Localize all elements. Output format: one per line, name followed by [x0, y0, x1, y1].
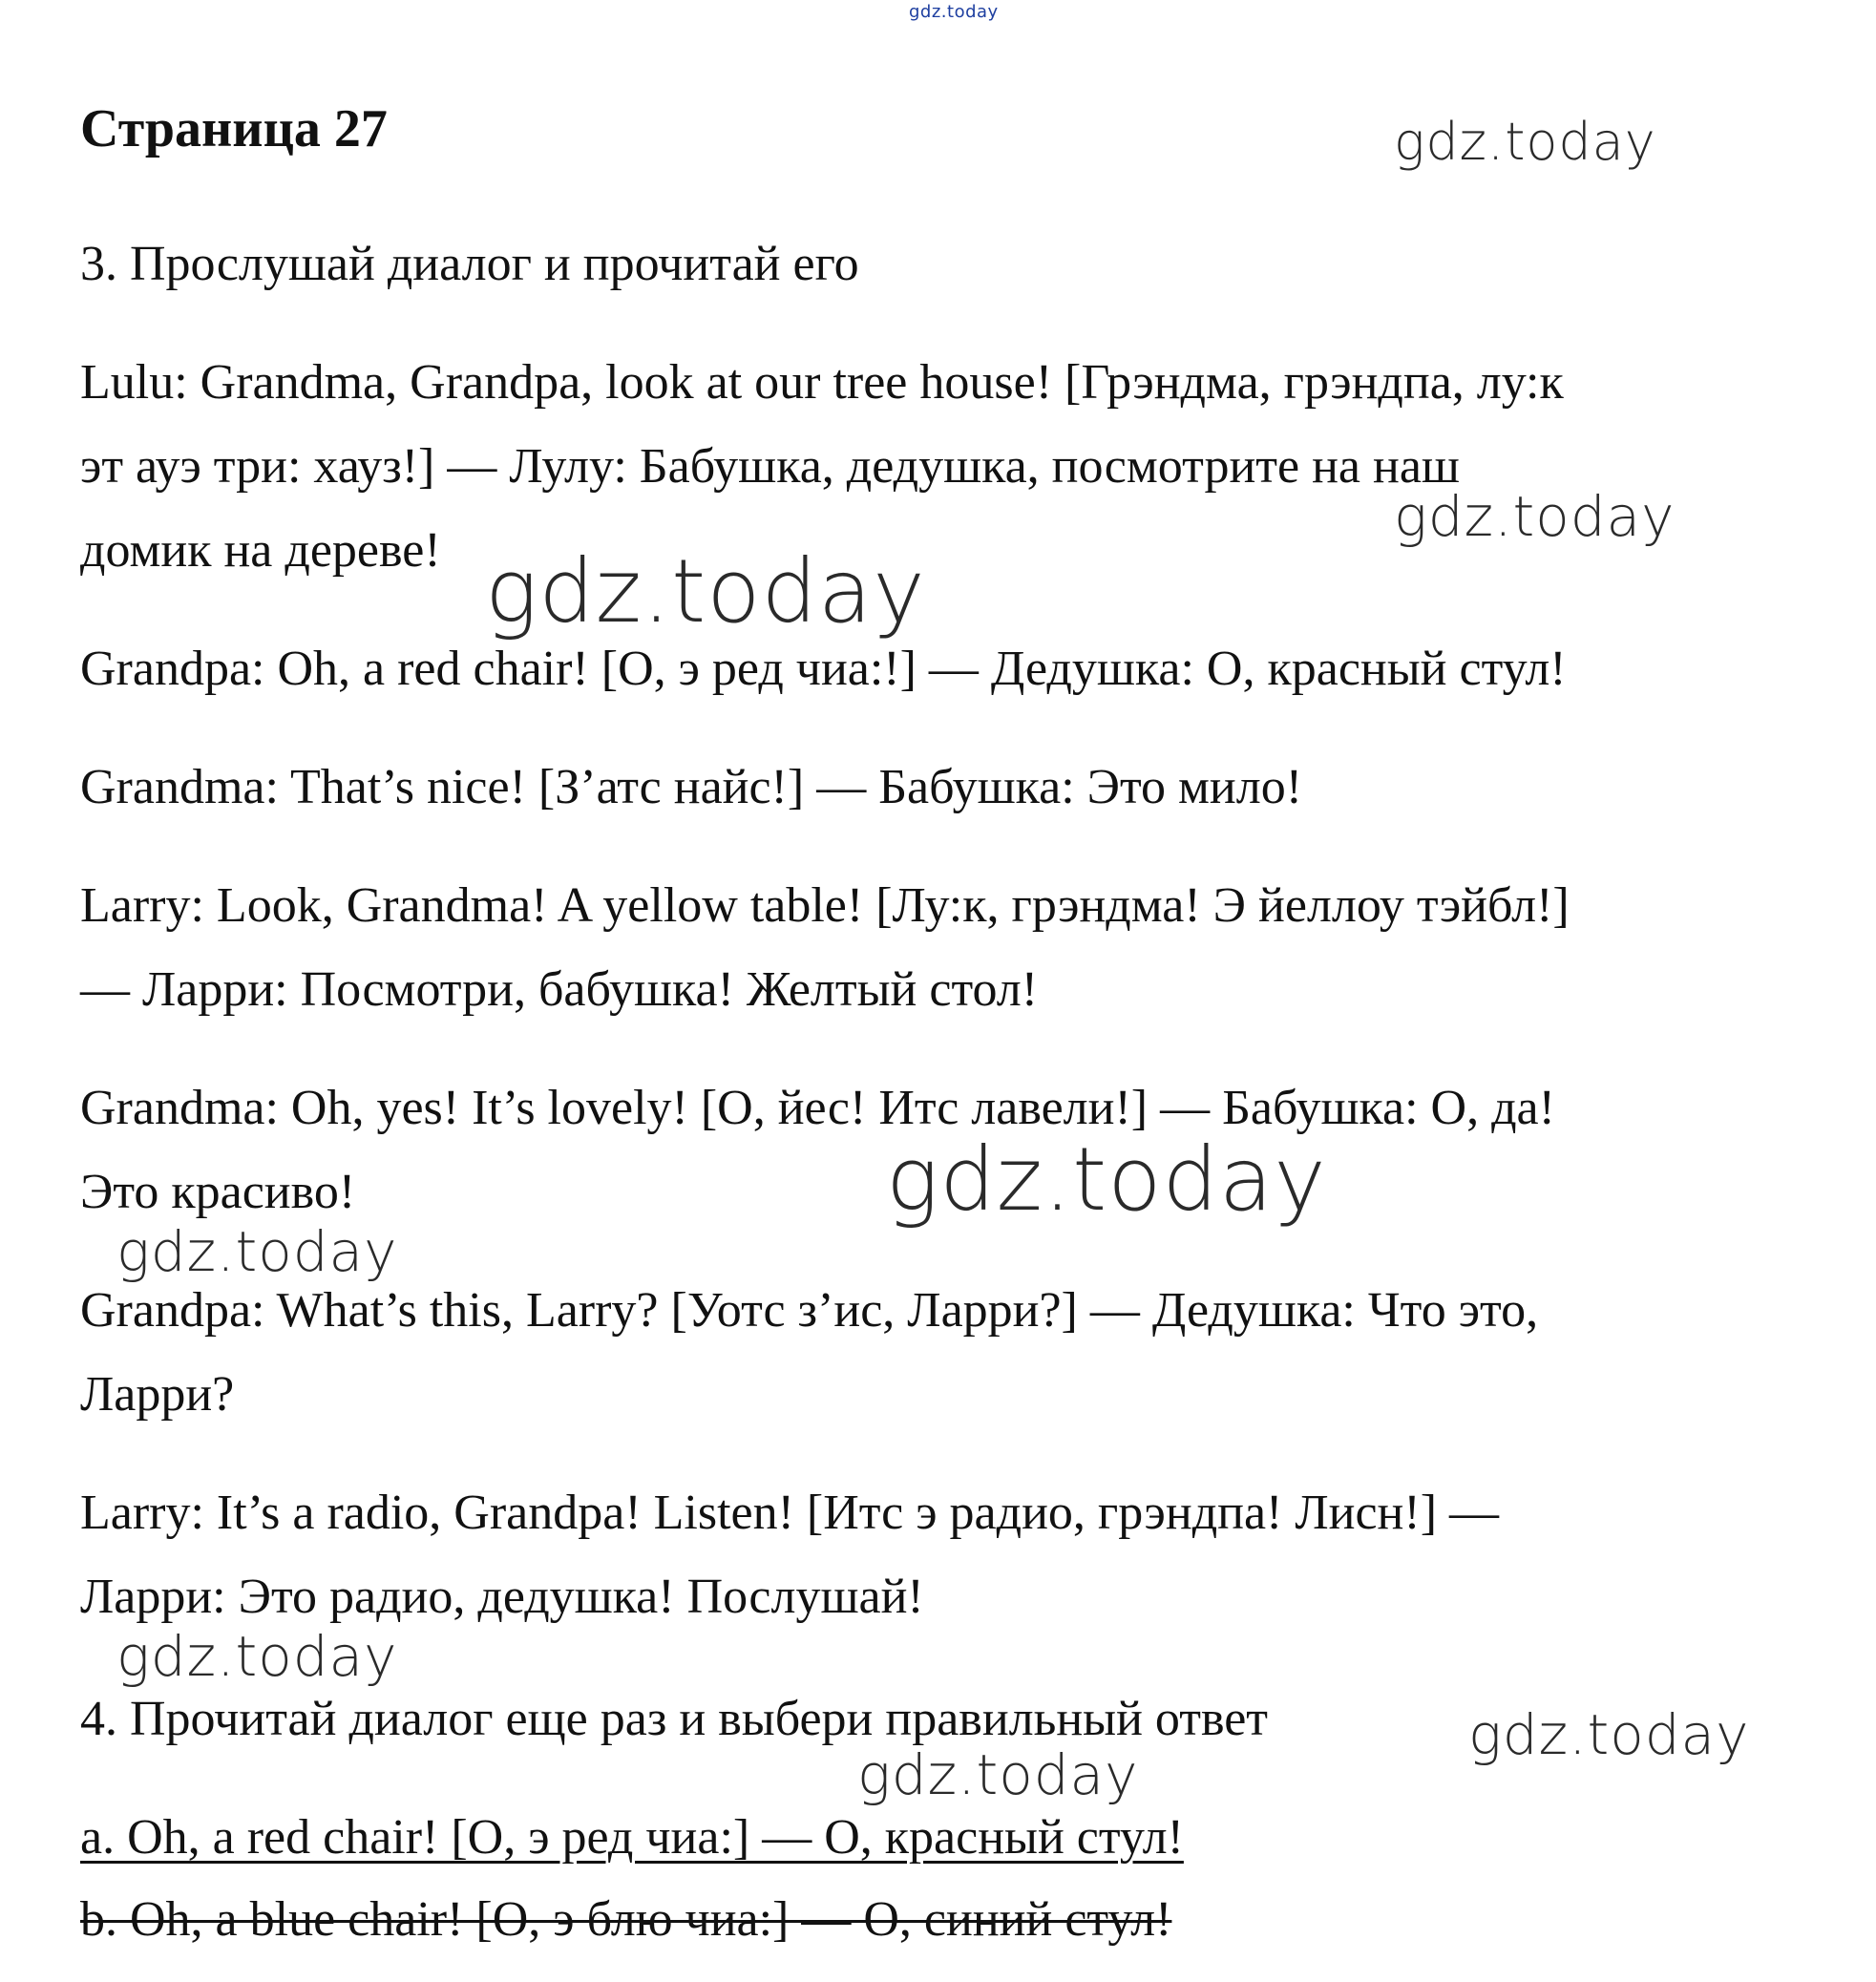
watermark-text: gdz.today — [116, 1219, 398, 1284]
dialog-line: Ларри: Это радио, дедушка! Послушай! — [80, 1570, 924, 1624]
task4-heading: 4. Прочитай диалог еще раз и выбери правильный ответ — [80, 1692, 1269, 1746]
watermark-text: gdz.today — [857, 1742, 1139, 1807]
dialog-line: Lulu: Grandma, Grandpa, look at our tree house! [Грэндма, грэндпа, лу:к — [80, 355, 1564, 410]
dialog-line: домик на дереве! — [80, 523, 441, 578]
watermark-text: gdz.today — [1394, 112, 1656, 172]
page-title: Страница 27 — [80, 99, 388, 158]
dialog-line: — Ларри: Посмотри, бабушка! Желтый стол! — [80, 962, 1039, 1017]
answer-option-b: b. Oh, a blue chair! [О, э блю чиа:] — О, синий стул! — [80, 1892, 1172, 1947]
dialog-line: эт ауэ три: хауз!] — Лулу: Бабушка, дедушка, посмотрите на наш — [80, 439, 1460, 494]
dialog-line: Grandpa: What’s this, Larry? [Уотс з’ис, Ларри?] — Дедушка: Что это, — [80, 1283, 1539, 1338]
dialog-line: Grandma: That’s nice! [З’атс найс!] — Бабушка: Это мило! — [80, 760, 1303, 814]
dialog-line: Ларри? — [80, 1367, 235, 1422]
answer-option-a: a. Oh, a red chair! [О, э ред чиа:] — О, красный стул! — [80, 1810, 1184, 1865]
dialog-line: Это красиво! — [80, 1165, 356, 1219]
watermark-text: gdz.today — [485, 540, 926, 643]
dialog-line: Larry: It’s a radio, Grandpa! Listen! [Итс э радио, грэндпа! Лисн!] — — [80, 1486, 1500, 1540]
dialog-line: Grandpa: Oh, a red chair! [О, э ред чиа:!] — Дедушка: О, красный стул! — [80, 642, 1567, 696]
watermark-text: gdz.today — [1394, 484, 1676, 549]
watermark-text: gdz.today — [1468, 1702, 1750, 1767]
watermark-text: gdz.today — [886, 1128, 1327, 1231]
dialog-line: Grandma: Oh, yes! It’s lovely! [О, йес! Итс лавели!] — Бабушка: О, да! — [80, 1081, 1555, 1135]
task3-heading: 3. Прослушай диалог и прочитай его — [80, 237, 859, 291]
watermark-text: gdz.today — [116, 1624, 398, 1689]
top-watermark: gdz.today — [909, 2, 999, 22]
dialog-line: Larry: Look, Grandma! A yellow table! [Лу:к, грэндма! Э йеллоу тэйбл!] — [80, 878, 1570, 933]
